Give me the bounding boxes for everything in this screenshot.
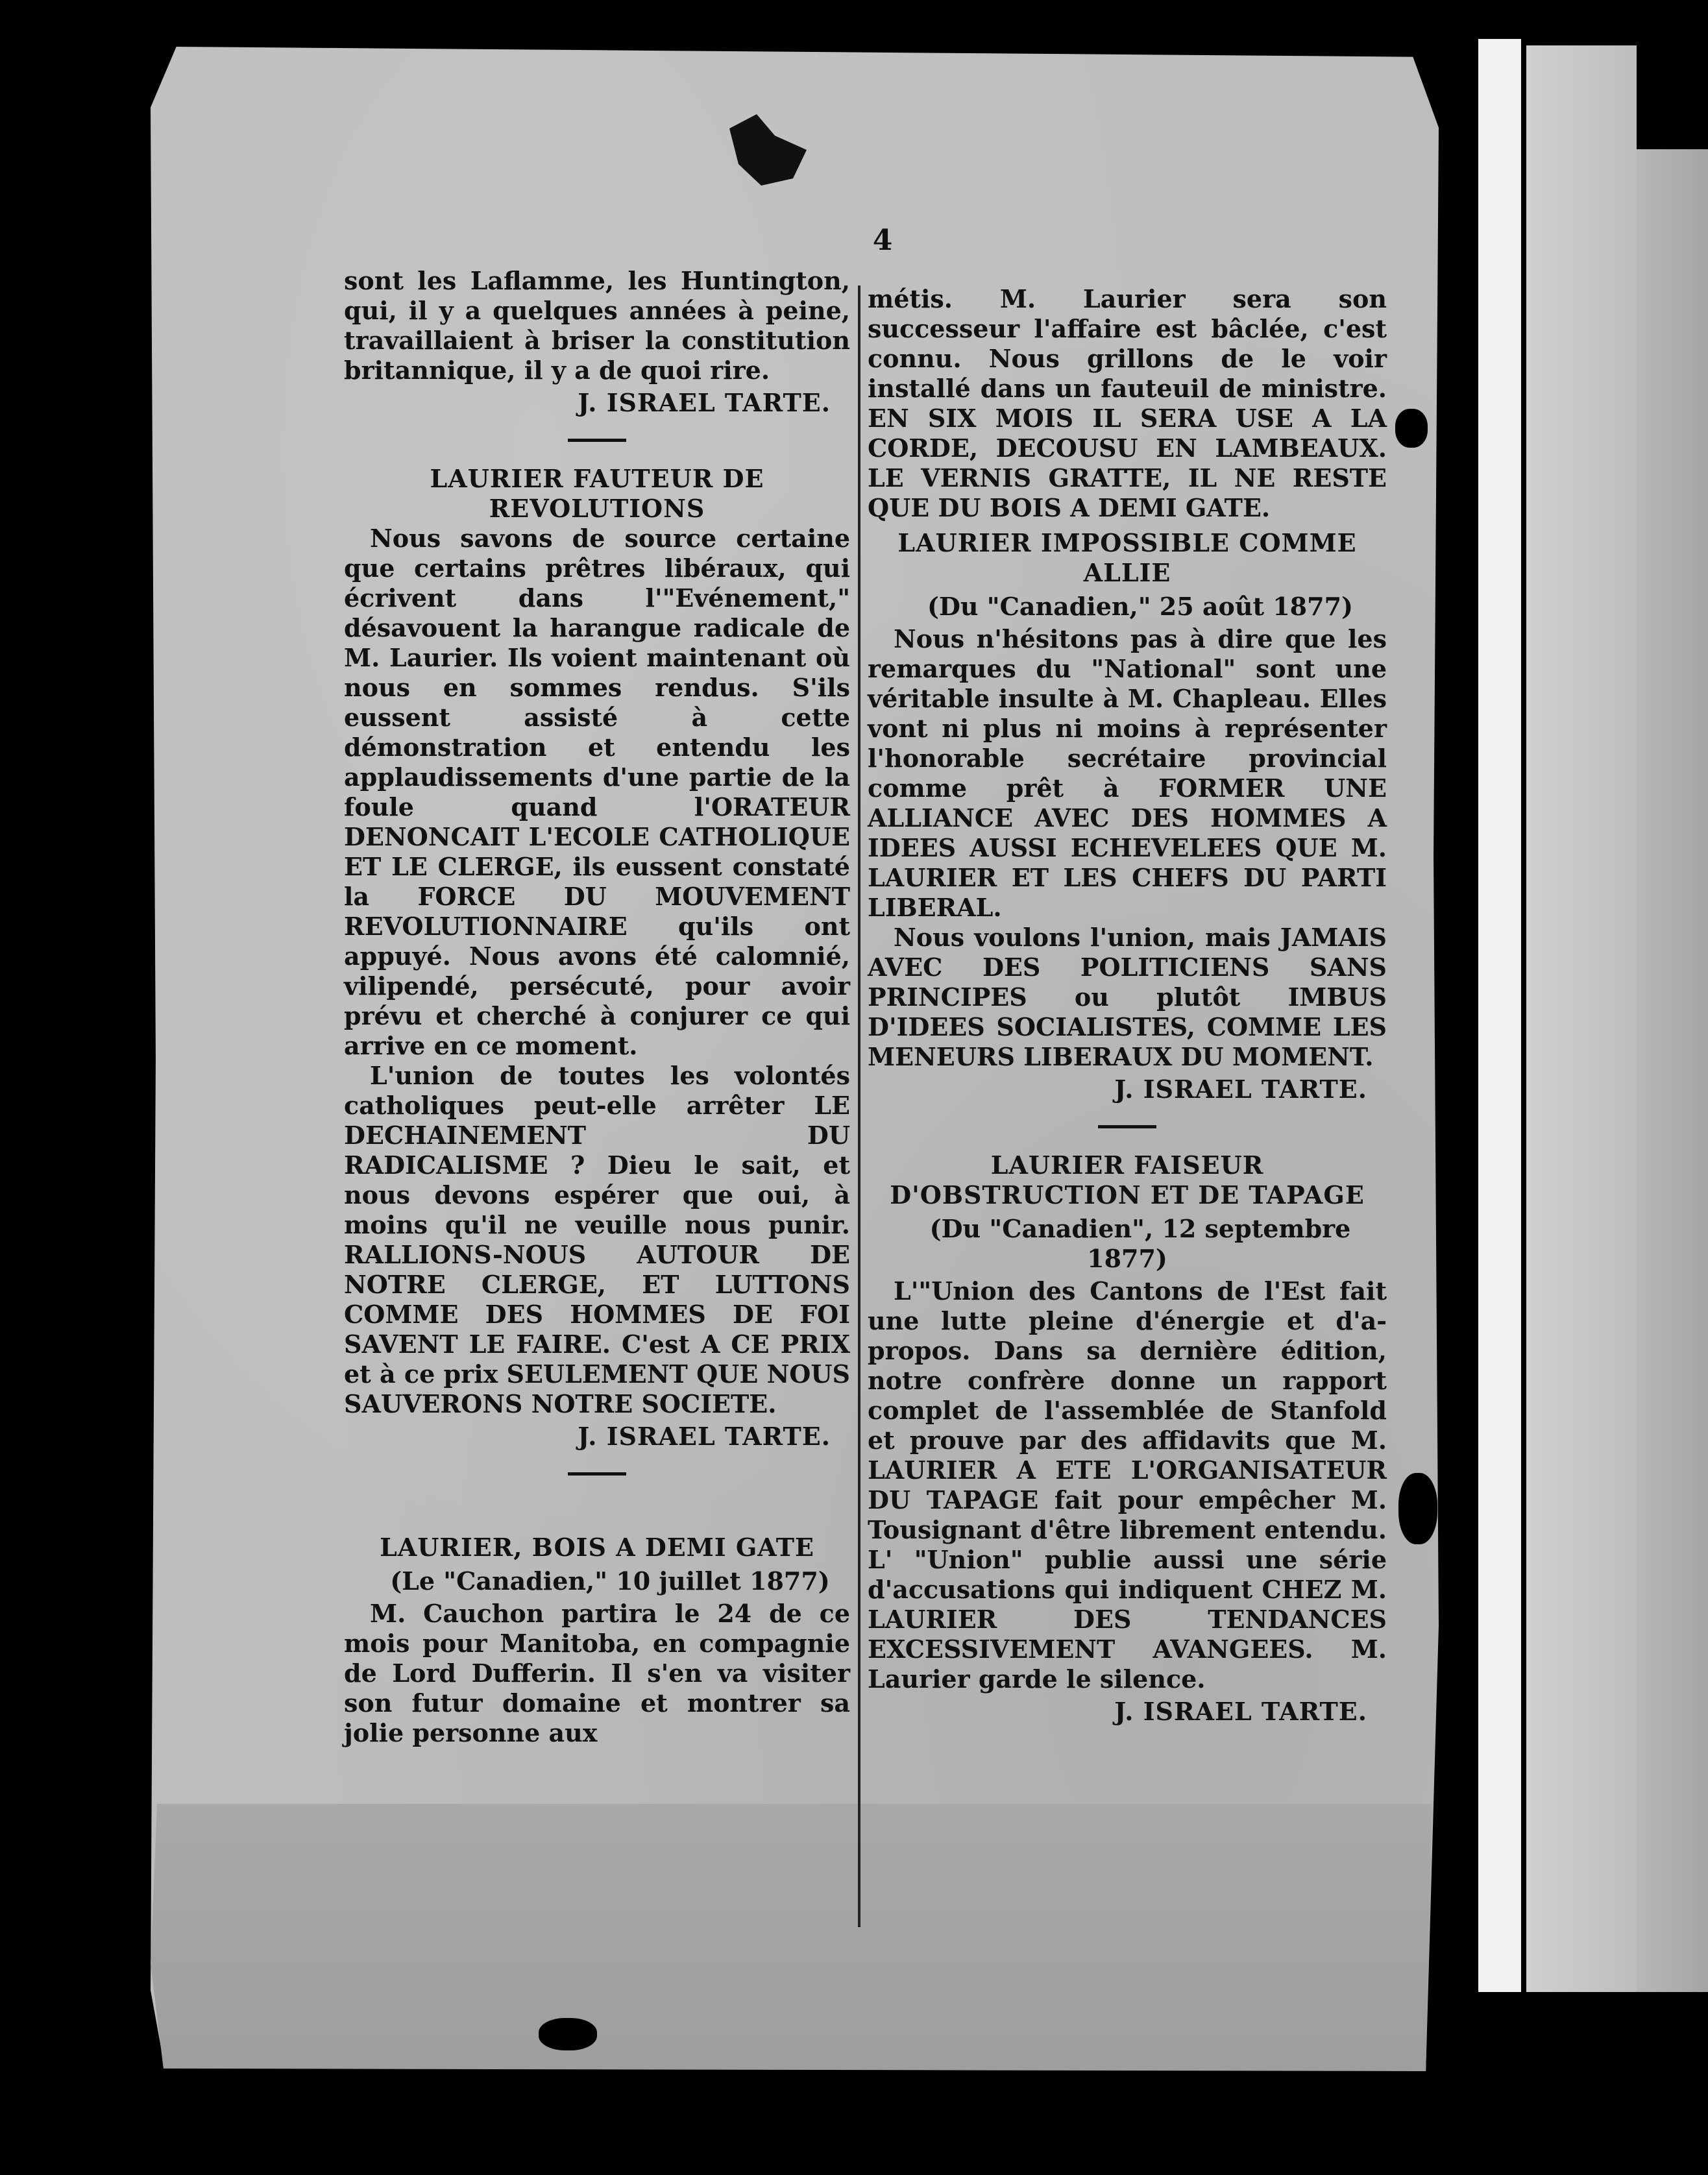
section-divider <box>568 439 626 442</box>
adjacent-page-edge <box>1478 39 1521 1992</box>
article-headline: LAURIER FAUTEUR DE REVOLUTIONS <box>430 464 764 523</box>
column-rule <box>858 286 860 1927</box>
intro-signature: J. ISRAEL TARTE. <box>578 388 831 417</box>
article-source: (Du "Canadien," 25 août 1877) <box>927 592 1353 621</box>
section-divider <box>1098 1125 1156 1128</box>
right-column <box>868 284 1387 1727</box>
article-paragraph: L'union de toutes les volontés catholiques peut-elle arrêter LE DECHAINEMENT DU RADICALISME ? Dieu le sait, et nous devons espérer que oui, à moins qu'il ne veuille nous punir. RALLIONS-NOUS AUTOUR DE NOTRE CLERGE, ET LUTTONS COMME DES HOMMES DE FOI SAVENT LE FAIRE. C'est A CE PRIX et à ce prix SEULEMENT QUE NOUS SAUVERONS NOTRE SOCIETE. <box>344 1061 850 1418</box>
article-paragraph: L'"Union des Cantons de l'Est fait une lutte pleine d'énergie et d'a-propos. Dans sa dernière édition, notre confrère donne un rapport complet de l'assemblée de Stanfold et prouve par des affidavits que M. LAURIER A ETE L'ORGANISATEUR DU TAPAGE fait pour empêcher M. Tousignant d'être librement entendu. L' "Union" publie aussi une série d'accusations qui indiquent CHEZ M. LAURIER DES TENDANCES EXCESSIVEMENT AVANGEES. M. Laurier garde le silence. <box>868 1276 1387 1694</box>
adjacent-page-shadow <box>1637 149 1708 1992</box>
article-signature: J. ISRAEL TARTE. <box>1114 1075 1367 1104</box>
article-headline: LAURIER IMPOSSIBLE COMME ALLIE <box>897 528 1357 587</box>
article-paragraph: Nous savons de source certaine que certains prêtres libéraux, qui écrivent dans l'"Evénement," désavouent la harangue radicale de M. Laurier. Ils voient maintenant où nous en sommes rendus. S'ils eussent assisté à cette démonstration et entendu les applaudissements d'une partie de la foule quand l'ORATEUR DENONCAIT L'ECOLE CATHOLIQUE ET LE CLERGE, ils eussent constaté la FORCE DU MOUVEMENT REVOLUTIONNAIRE qu'ils ont appuyé. Nous avons été calomnié, vilipendé, persécuté, pour avoir prévu et cherché à conjurer ce qui arrive en ce moment. <box>344 524 850 1060</box>
edge-damage <box>1395 409 1428 448</box>
article-headline: LAURIER, BOIS A DEMI GATE <box>380 1533 814 1562</box>
article-headline: LAURIER FAISEUR D'OBSTRUCTION ET DE TAPAGE <box>890 1150 1365 1209</box>
section-divider <box>568 1472 626 1476</box>
page-number: 4 <box>872 224 893 257</box>
left-column <box>344 266 850 1748</box>
edge-damage <box>1398 1473 1437 1544</box>
article-paragraph: M. Cauchon partira le 24 de ce mois pour Manitoba, en compagnie de Lord Dufferin. Il s'en va visiter son futur domaine et montrer sa jolie personne aux <box>344 1599 850 1747</box>
edge-damage <box>539 2018 597 2050</box>
article-signature: J. ISRAEL TARTE. <box>1114 1697 1367 1726</box>
article-paragraph: Nous voulons l'union, mais JAMAIS AVEC DES POLITICIENS SANS PRINCIPES ou plutôt IMBUS D'IDEES SOCIALISTES, COMME LES MENEURS LIBERAUX DU MOMENT. <box>868 923 1387 1071</box>
paper-lower-shading <box>151 1804 1439 2071</box>
article-source: (Le "Canadien," 10 juillet 1877) <box>390 1566 830 1596</box>
article-signature: J. ISRAEL TARTE. <box>578 1422 831 1451</box>
continued-paragraph: métis. M. Laurier sera son successeur l'affaire est bâclée, c'est connu. Nous grillons de le voir installé dans un fauteuil de ministre. EN SIX MOIS IL SERA USE A LA CORDE, DECOUSU EN LAMBEAUX. LE VERNIS GRATTE, IL NE RESTE QUE DU BOIS A DEMI GATE. <box>868 284 1387 522</box>
article-source: (Du "Canadien", 12 septembre 1877) <box>929 1214 1351 1273</box>
adjacent-page <box>1526 45 1637 1992</box>
intro-paragraph: sont les Laflamme, les Huntington, qui, il y a quelques années à peine, travaillaient à briser la constitution britannique, il y a de quoi rire. <box>344 266 850 385</box>
article-paragraph: Nous n'hésitons pas à dire que les remarques du "National" sont une véritable insulte à M. Chapleau. Elles vont ni plus ni moins à représenter l'honorable secrétaire provincial comme prêt à FORMER UNE ALLIANCE AVEC DES HOMMES A IDEES AUSSI ECHEVELEES QUE M. LAURIER ET LES CHEFS DU PARTI LIBERAL. <box>868 624 1387 922</box>
